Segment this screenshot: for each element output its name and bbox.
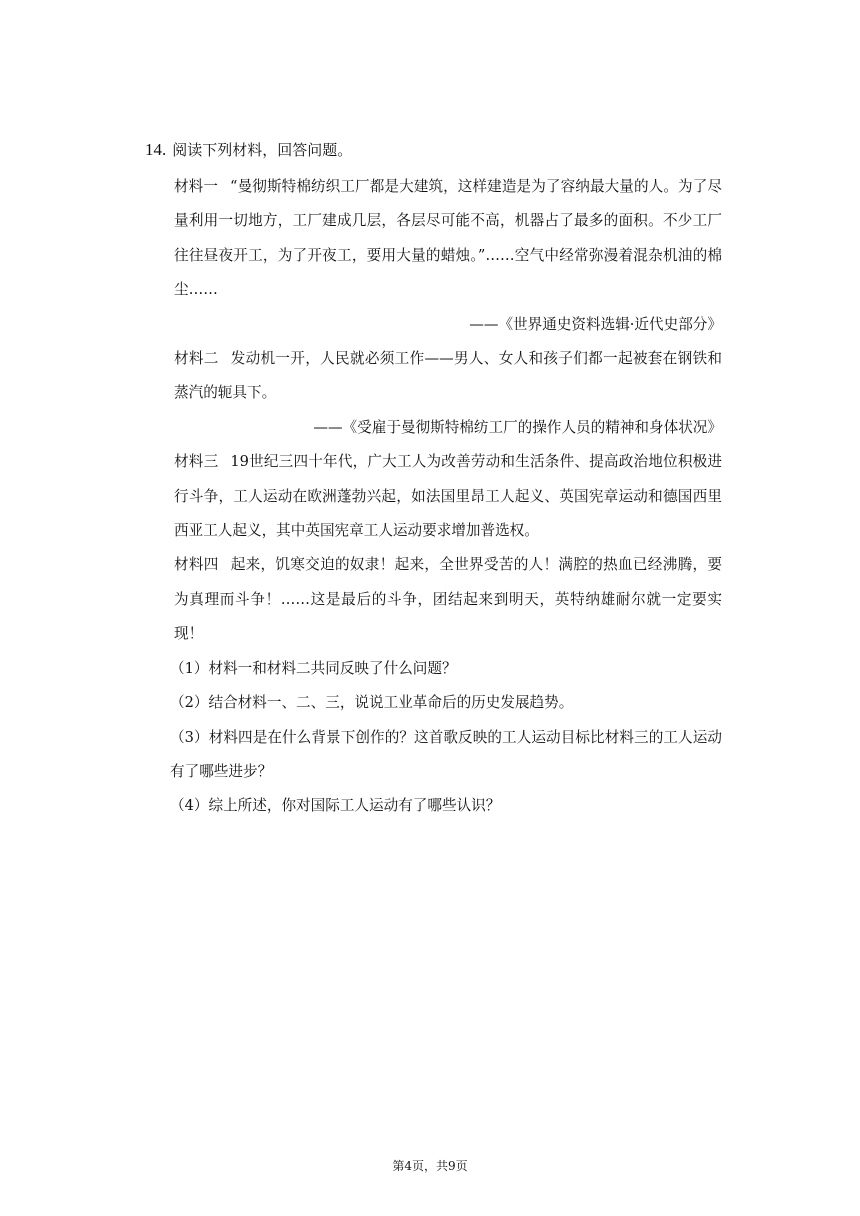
material-2 <box>174 342 722 411</box>
material-text: 发动机一开，人民就必须工作——男人、女人和孩子们都一起被套在钢铁和蒸汽的轭具下。 <box>174 350 722 402</box>
question-number: 14. <box>145 140 167 159</box>
page-footer: 第4页，共9页 <box>392 1159 468 1173</box>
question-body <box>170 170 722 824</box>
material-source: ——《世界通史资料选辑·近代史部分》 <box>469 315 722 333</box>
subquestion-2: （2）结合材料一、二、三，说说工业革命后的历史发展趋势。 <box>170 694 574 712</box>
question-header <box>145 138 352 162</box>
material-text: “曼彻斯特棉纺织工厂都是大建筑，这样建造是为了容纳最大量的人。为了尽量利用一切地方，工厂建成几层，各层尽可能不高，机器占了最多的面积。不少工厂往往昼夜开工，为了开夜工，要用大量的蜡烛。”……空气中经常弥漫着混杂机油的棉尘…… <box>174 178 722 299</box>
material-label: 材料二 <box>174 350 219 368</box>
subquestion-3: （3）材料四是在什么背景下创作的？这首歌反映的工人运动目标比材料三的工人运动有了哪些进步？ <box>170 728 722 780</box>
question-prompt: 阅读下列材料，回答问题。 <box>172 141 353 159</box>
material-label: 材料四 <box>174 556 219 574</box>
material-4 <box>174 548 722 651</box>
subquestion-4: （4）综上所述，你对国际工人运动有了哪些认识？ <box>170 797 501 815</box>
material-source: ——《受雇于曼彻斯特棉纺工厂的操作人员的精神和身体状况》 <box>313 418 722 436</box>
subquestion-1: （1）材料一和材料二共同反映了什么问题？ <box>170 659 457 677</box>
material-label: 材料三 <box>174 453 219 471</box>
material-label: 材料一 <box>174 178 219 195</box>
material-text: 19世纪三四十年代，广大工人为改善劳动和生活条件、提高政治地位积极进行斗争，工人运动在欧洲蓬勃兴起，如法国里昂工人起义、英国宪章运动和德国西里西亚工人起义，其中英国宪章工人运动要求增加普选权。 <box>174 453 722 540</box>
material-text: 起来，饥寒交迫的奴隶！起来，全世界受苦的人！满腔的热血已经沸腾，要为真理而斗争！……这是最后的斗争，团结起来到明天，英特纳雄耐尔就一定要实现！ <box>174 556 722 643</box>
material-3 <box>174 445 722 548</box>
material-1 <box>174 170 722 308</box>
